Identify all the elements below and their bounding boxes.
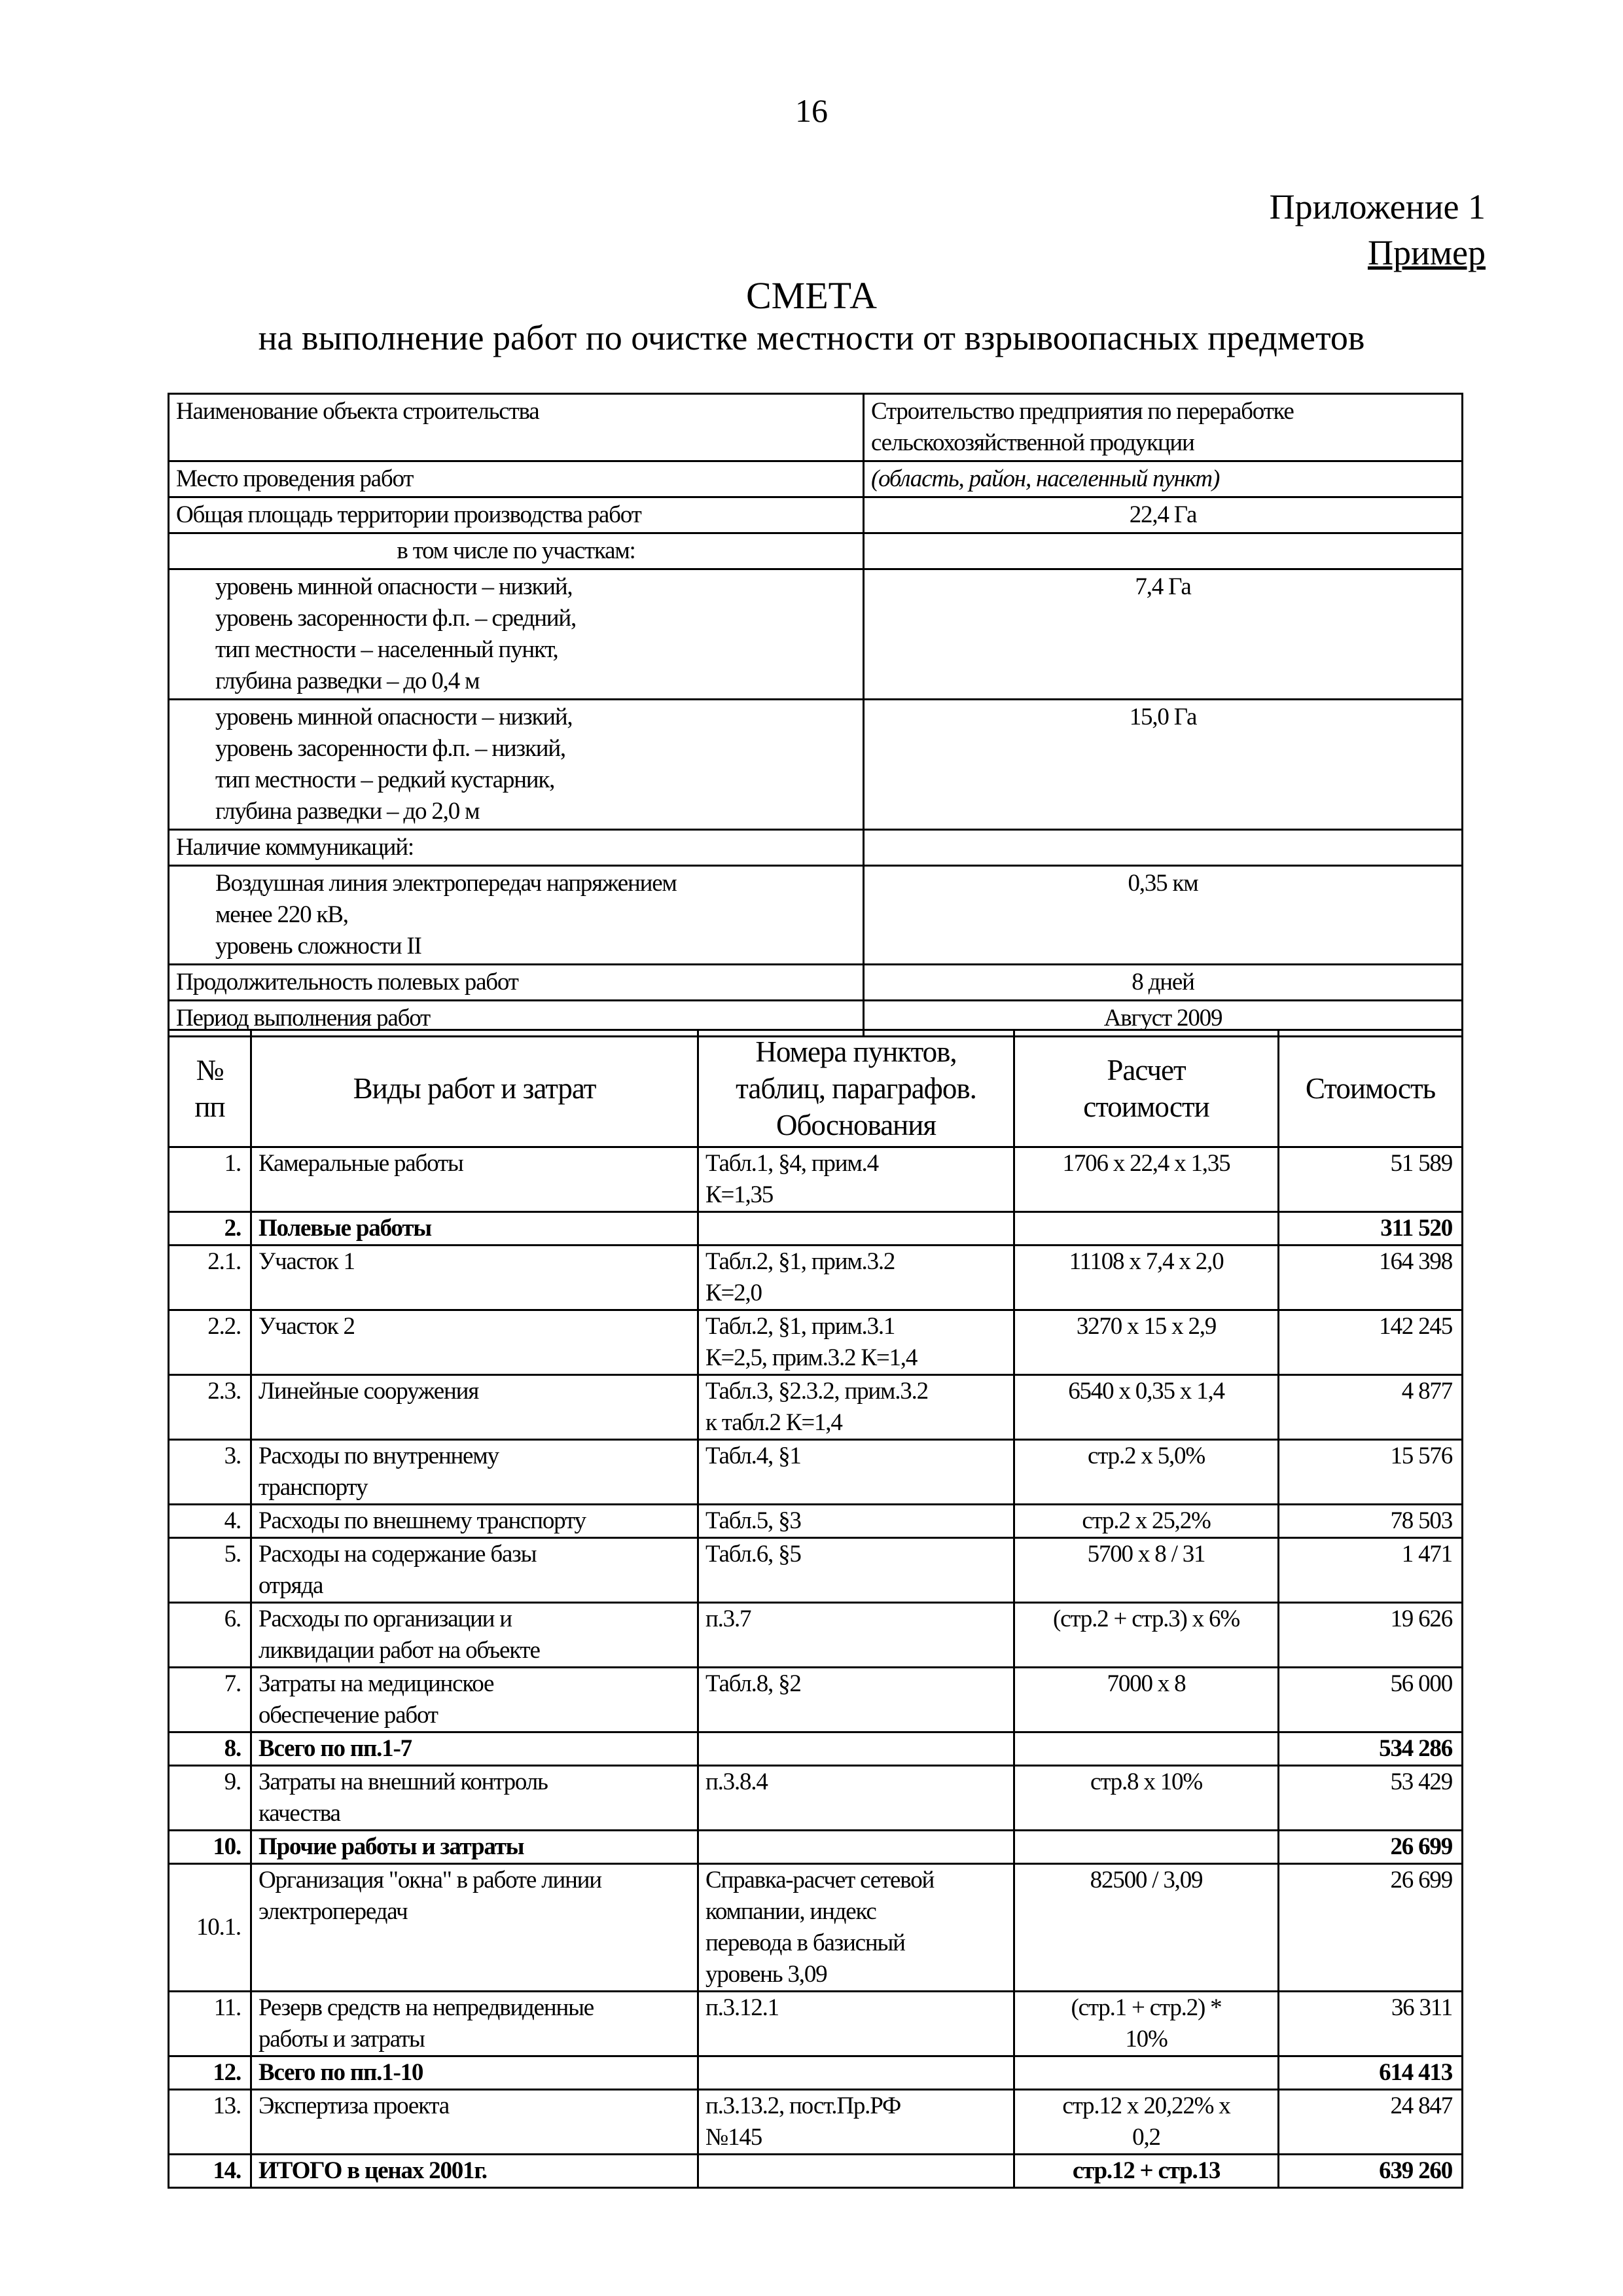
info-value xyxy=(864,533,1463,569)
work-type: Расходы по организации и ликвидации работ на объекте xyxy=(251,1603,698,1668)
calculation: 82500 / 3,09 xyxy=(1014,1864,1279,1992)
basis xyxy=(698,1831,1014,1864)
work-type: Экспертиза проекта xyxy=(251,2090,698,2155)
calculation xyxy=(1014,1831,1279,1864)
cost: 311 520 xyxy=(1279,1212,1463,1246)
basis: п.3.8.4 xyxy=(698,1766,1014,1831)
info-label: Продолжительность полевых работ xyxy=(169,965,864,1001)
calculation: стр.8 х 10% xyxy=(1014,1766,1279,1831)
cost: 15 576 xyxy=(1279,1440,1463,1505)
basis: Табл.8, §2 xyxy=(698,1668,1014,1732)
cost: 51 589 xyxy=(1279,1147,1463,1212)
cost: 1 471 xyxy=(1279,1538,1463,1603)
info-value xyxy=(864,830,1463,866)
work-type: Резерв средств на непредвиденные работы и затраты xyxy=(251,1992,698,2056)
calculation: 1706 х 22,4 х 1,35 xyxy=(1014,1147,1279,1212)
work-type: Участок 2 xyxy=(251,1310,698,1375)
cost: 164 398 xyxy=(1279,1246,1463,1310)
calculation: (стр.1 + стр.2) * 10% xyxy=(1014,1992,1279,2056)
basis: п.3.12.1 xyxy=(698,1992,1014,2056)
calculation: (стр.2 + стр.3) х 6% xyxy=(1014,1603,1279,1668)
work-type: Затраты на внешний контроль качества xyxy=(251,1766,698,1831)
basis: п.3.7 xyxy=(698,1603,1014,1668)
cost: 36 311 xyxy=(1279,1992,1463,2056)
table-row xyxy=(169,1505,1463,1538)
cost: 142 245 xyxy=(1279,1310,1463,1375)
cost: 26 699 xyxy=(1279,1864,1463,1992)
calculation xyxy=(1014,1212,1279,1246)
row-number: 13. xyxy=(169,2090,251,2155)
info-label: уровень минной опасности – низкий, уровень засоренности ф.п. – низкий, тип местности – редкий кустарник, глубина разведки – до 2,0 м xyxy=(169,700,864,830)
document-title: СМЕТА xyxy=(745,274,878,317)
cost-estimate-table xyxy=(168,1029,1463,2189)
work-type: Организация "окна" в работе линии электропередач xyxy=(251,1864,698,1992)
work-type: Расходы по внешнему транспорту xyxy=(251,1505,698,1538)
cost: 19 626 xyxy=(1279,1603,1463,1668)
cost: 639 260 xyxy=(1279,2155,1463,2188)
row-number: 7. xyxy=(169,1668,251,1732)
calculation xyxy=(1014,1732,1279,1766)
table-row xyxy=(169,1212,1463,1246)
info-value: 22,4 Га xyxy=(864,497,1463,533)
info-row xyxy=(169,394,1463,461)
calculation: стр.2 х 25,2% xyxy=(1014,1505,1279,1538)
table-row xyxy=(169,1147,1463,1212)
row-number: 5. xyxy=(169,1538,251,1603)
calculation: стр.12 + стр.13 xyxy=(1014,2155,1279,2188)
row-number: 2.2. xyxy=(169,1310,251,1375)
row-number: 8. xyxy=(169,1732,251,1766)
info-row xyxy=(169,965,1463,1001)
column-header: Расчет стоимости xyxy=(1014,1030,1279,1147)
row-number: 10. xyxy=(169,1831,251,1864)
basis: Справка-расчет сетевой компании, индекс перевода в базисный уровень 3,09 xyxy=(698,1864,1014,1992)
row-number: 12. xyxy=(169,2056,251,2090)
info-label: Наименование объекта строительства xyxy=(169,394,864,461)
calculation xyxy=(1014,2056,1279,2090)
table-row xyxy=(169,1440,1463,1505)
column-header: Номера пунктов, таблиц, параграфов. Обоснования xyxy=(698,1030,1014,1147)
row-number: 1. xyxy=(169,1147,251,1212)
row-number: 11. xyxy=(169,1992,251,2056)
row-number: 9. xyxy=(169,1766,251,1831)
info-label: уровень минной опасности – низкий, уровень засоренности ф.п. – средний, тип местности – населенный пункт, глубина разведки – до 0,4 м xyxy=(169,569,864,700)
info-label: Наличие коммуникаций: xyxy=(169,830,864,866)
info-value: (область, район, населенный пункт) xyxy=(864,461,1463,497)
calculation: стр.12 х 20,22% х 0,2 xyxy=(1014,2090,1279,2155)
table-row xyxy=(169,1375,1463,1440)
table-row xyxy=(169,1603,1463,1668)
example-label: Пример xyxy=(1367,233,1486,272)
row-number: 2.1. xyxy=(169,1246,251,1310)
calculation: 6540 х 0,35 х 1,4 xyxy=(1014,1375,1279,1440)
calculation: 5700 х 8 / 31 xyxy=(1014,1538,1279,1603)
calculation: 7000 х 8 xyxy=(1014,1668,1279,1732)
column-header: Виды работ и затрат xyxy=(251,1030,698,1147)
info-label: Период выполнения работ xyxy=(169,1001,864,1037)
info-row xyxy=(169,461,1463,497)
cost: 26 699 xyxy=(1279,1831,1463,1864)
table-header-row xyxy=(169,1030,1463,1147)
table-row xyxy=(169,1766,1463,1831)
cost: 4 877 xyxy=(1279,1375,1463,1440)
info-value: 0,35 км xyxy=(864,866,1463,965)
basis: Табл.6, §5 xyxy=(698,1538,1014,1603)
column-header: Стоимость xyxy=(1279,1030,1463,1147)
info-value: 7,4 Га xyxy=(864,569,1463,700)
info-row xyxy=(169,497,1463,533)
basis: Табл.3, §2.3.2, прим.3.2 к табл.2 К=1,4 xyxy=(698,1375,1014,1440)
basis: Табл.2, §1, прим.3.1 К=2,5, прим.3.2 К=1,4 xyxy=(698,1310,1014,1375)
work-type: Расходы на содержание базы отряда xyxy=(251,1538,698,1603)
work-type: Линейные сооружения xyxy=(251,1375,698,1440)
table-row xyxy=(169,2056,1463,2090)
basis: Табл.5, §3 xyxy=(698,1505,1014,1538)
work-type: Всего по пп.1-7 xyxy=(251,1732,698,1766)
info-row xyxy=(169,866,1463,965)
appendix-label: Приложение 1 xyxy=(1269,187,1486,226)
row-number: 2. xyxy=(169,1212,251,1246)
row-number: 4. xyxy=(169,1505,251,1538)
page-number: 16 xyxy=(795,92,828,129)
work-type: Камеральные работы xyxy=(251,1147,698,1212)
info-value: Август 2009 xyxy=(864,1001,1463,1037)
info-row xyxy=(169,533,1463,569)
info-label: Место проведения работ xyxy=(169,461,864,497)
info-row xyxy=(169,569,1463,700)
cost: 24 847 xyxy=(1279,2090,1463,2155)
basis xyxy=(698,1732,1014,1766)
basis: п.3.13.2, пост.Пр.РФ №145 xyxy=(698,2090,1014,2155)
row-number: 14. xyxy=(169,2155,251,2188)
info-value: 15,0 Га xyxy=(864,700,1463,830)
cost: 78 503 xyxy=(1279,1505,1463,1538)
table-row xyxy=(169,1864,1463,1992)
cost: 56 000 xyxy=(1279,1668,1463,1732)
table-row xyxy=(169,1246,1463,1310)
column-header: № пп xyxy=(169,1030,251,1147)
table-row xyxy=(169,1992,1463,2056)
work-type: Затраты на медицинское обеспечение работ xyxy=(251,1668,698,1732)
row-number: 10.1. xyxy=(169,1864,251,1992)
table-row xyxy=(169,1668,1463,1732)
info-value: 8 дней xyxy=(864,965,1463,1001)
work-type: Участок 1 xyxy=(251,1246,698,1310)
table-row xyxy=(169,1831,1463,1864)
row-number: 2.3. xyxy=(169,1375,251,1440)
calculation: 3270 х 15 х 2,9 xyxy=(1014,1310,1279,1375)
work-type: Прочие работы и затраты xyxy=(251,1831,698,1864)
work-type: Всего по пп.1-10 xyxy=(251,2056,698,2090)
work-type: Расходы по внутреннему транспорту xyxy=(251,1440,698,1505)
info-row xyxy=(169,830,1463,866)
calculation: 11108 х 7,4 х 2,0 xyxy=(1014,1246,1279,1310)
info-label: в том числе по участкам: xyxy=(169,533,864,569)
info-value: Строительство предприятия по переработке сельскохозяйственной продукции xyxy=(864,394,1463,461)
calculation: стр.2 х 5,0% xyxy=(1014,1440,1279,1505)
work-type: ИТОГО в ценах 2001г. xyxy=(251,2155,698,2188)
work-type: Полевые работы xyxy=(251,1212,698,1246)
document-subtitle: на выполнение работ по очистке местности от взрывоопасных предметов xyxy=(258,318,1365,357)
table-row xyxy=(169,2090,1463,2155)
basis xyxy=(698,1212,1014,1246)
basis xyxy=(698,2056,1014,2090)
info-row xyxy=(169,700,1463,830)
info-label: Воздушная линия электропередач напряжением менее 220 кВ, уровень сложности II xyxy=(169,866,864,965)
info-label: Общая площадь территории производства работ xyxy=(169,497,864,533)
table-row xyxy=(169,1732,1463,1766)
cost: 614 413 xyxy=(1279,2056,1463,2090)
cost: 53 429 xyxy=(1279,1766,1463,1831)
basis xyxy=(698,2155,1014,2188)
cost: 534 286 xyxy=(1279,1732,1463,1766)
table-row xyxy=(169,2155,1463,2188)
table-row xyxy=(169,1310,1463,1375)
row-number: 3. xyxy=(169,1440,251,1505)
row-number: 6. xyxy=(169,1603,251,1668)
basis: Табл.2, §1, прим.3.2 К=2,0 xyxy=(698,1246,1014,1310)
basis: Табл.1, §4, прим.4 К=1,35 xyxy=(698,1147,1014,1212)
basis: Табл.4, §1 xyxy=(698,1440,1014,1505)
project-info-table xyxy=(168,393,1463,1037)
table-row xyxy=(169,1538,1463,1603)
